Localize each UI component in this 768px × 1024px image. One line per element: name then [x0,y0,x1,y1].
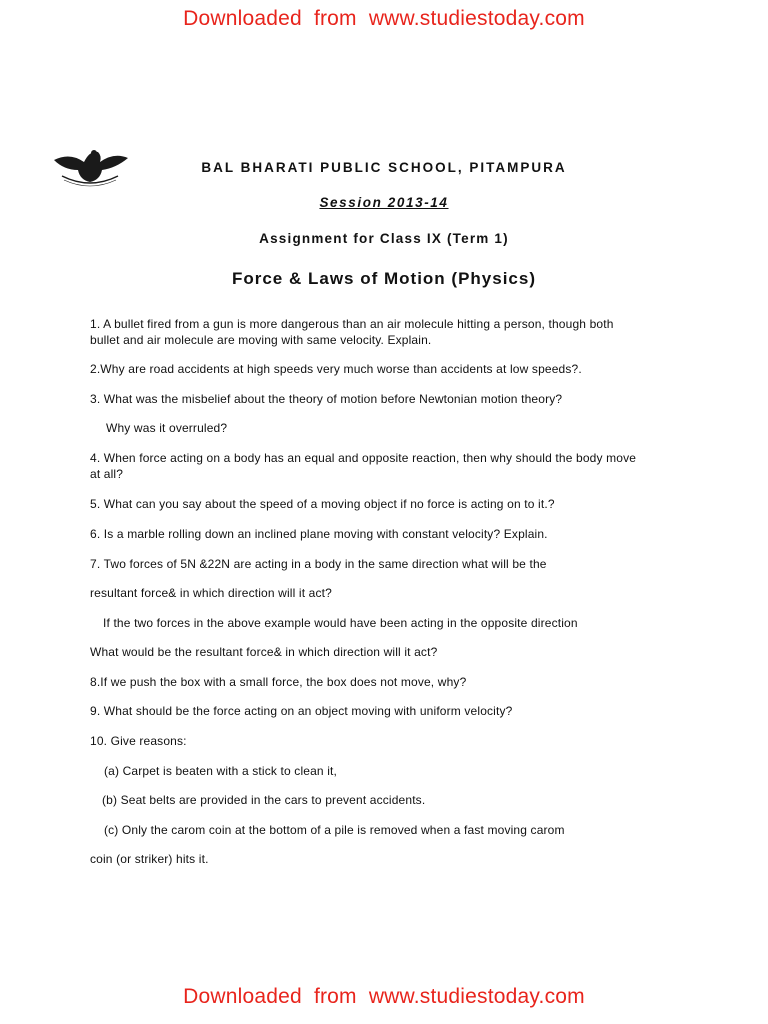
question-7-line-3: If the two forces in the above example would have been acting in the opposite direction [103,616,578,630]
question-10-c-line-1: (c) Only the carom coin at the bottom of a pile is removed when a fast moving carom [104,823,565,837]
question-10-b: (b) Seat belts are provided in the cars to prevent accidents. [102,793,426,807]
assignment-title: Assignment for Class IX (Term 1) [259,231,509,246]
question-4-line-1: 4. When force acting on a body has an equal and opposite reaction, then why should the body move [90,451,637,465]
question-10-a: (a) Carpet is beaten with a stick to clean it, [104,764,338,778]
watermark-top: Downloaded from www.studiestoday.com [183,7,585,30]
question-10: 10. Give reasons: [90,734,187,748]
question-7-line-2: resultant force& in which direction will it act? [90,586,332,600]
question-8: 8.If we push the box with a small force, the box does not move, why? [90,675,467,689]
watermark-bottom: Downloaded from www.studiestoday.com [183,985,585,1008]
question-4-line-2: at all? [90,467,124,481]
question-1-line-1: 1. A bullet fired from a gun is more dangerous than an air molecule hitting a person, though both [90,317,614,331]
question-2: 2.Why are road accidents at high speeds very much worse than accidents at low speeds?. [90,362,582,376]
question-5: 5. What can you say about the speed of a moving object if no force is acting on to it.? [90,497,555,511]
question-9: 9. What should be the force acting on an object moving with uniform velocity? [90,704,513,718]
school-name: BAL BHARATI PUBLIC SCHOOL, PITAMPURA [201,160,567,175]
question-1-line-2: bullet and air molecule are moving with same velocity. Explain. [90,333,432,347]
subject-title: Force & Laws of Motion (Physics) [231,269,537,288]
question-10-c-line-2: coin (or striker) hits it. [90,852,209,866]
question-3-line-1: 3. What was the misbelief about the theory of motion before Newtonian motion theory? [90,392,563,406]
question-3-line-2: Why was it overruled? [106,421,228,435]
question-7-line-1: 7. Two forces of 5N &22N are acting in a body in the same direction what will be the [90,557,547,571]
session-label: Session 2013-14 [319,195,449,210]
question-7-line-4: What would be the resultant force& in which direction will it act? [90,645,438,659]
question-6: 6. Is a marble rolling down an inclined plane moving with constant velocity? Explain. [90,527,548,541]
